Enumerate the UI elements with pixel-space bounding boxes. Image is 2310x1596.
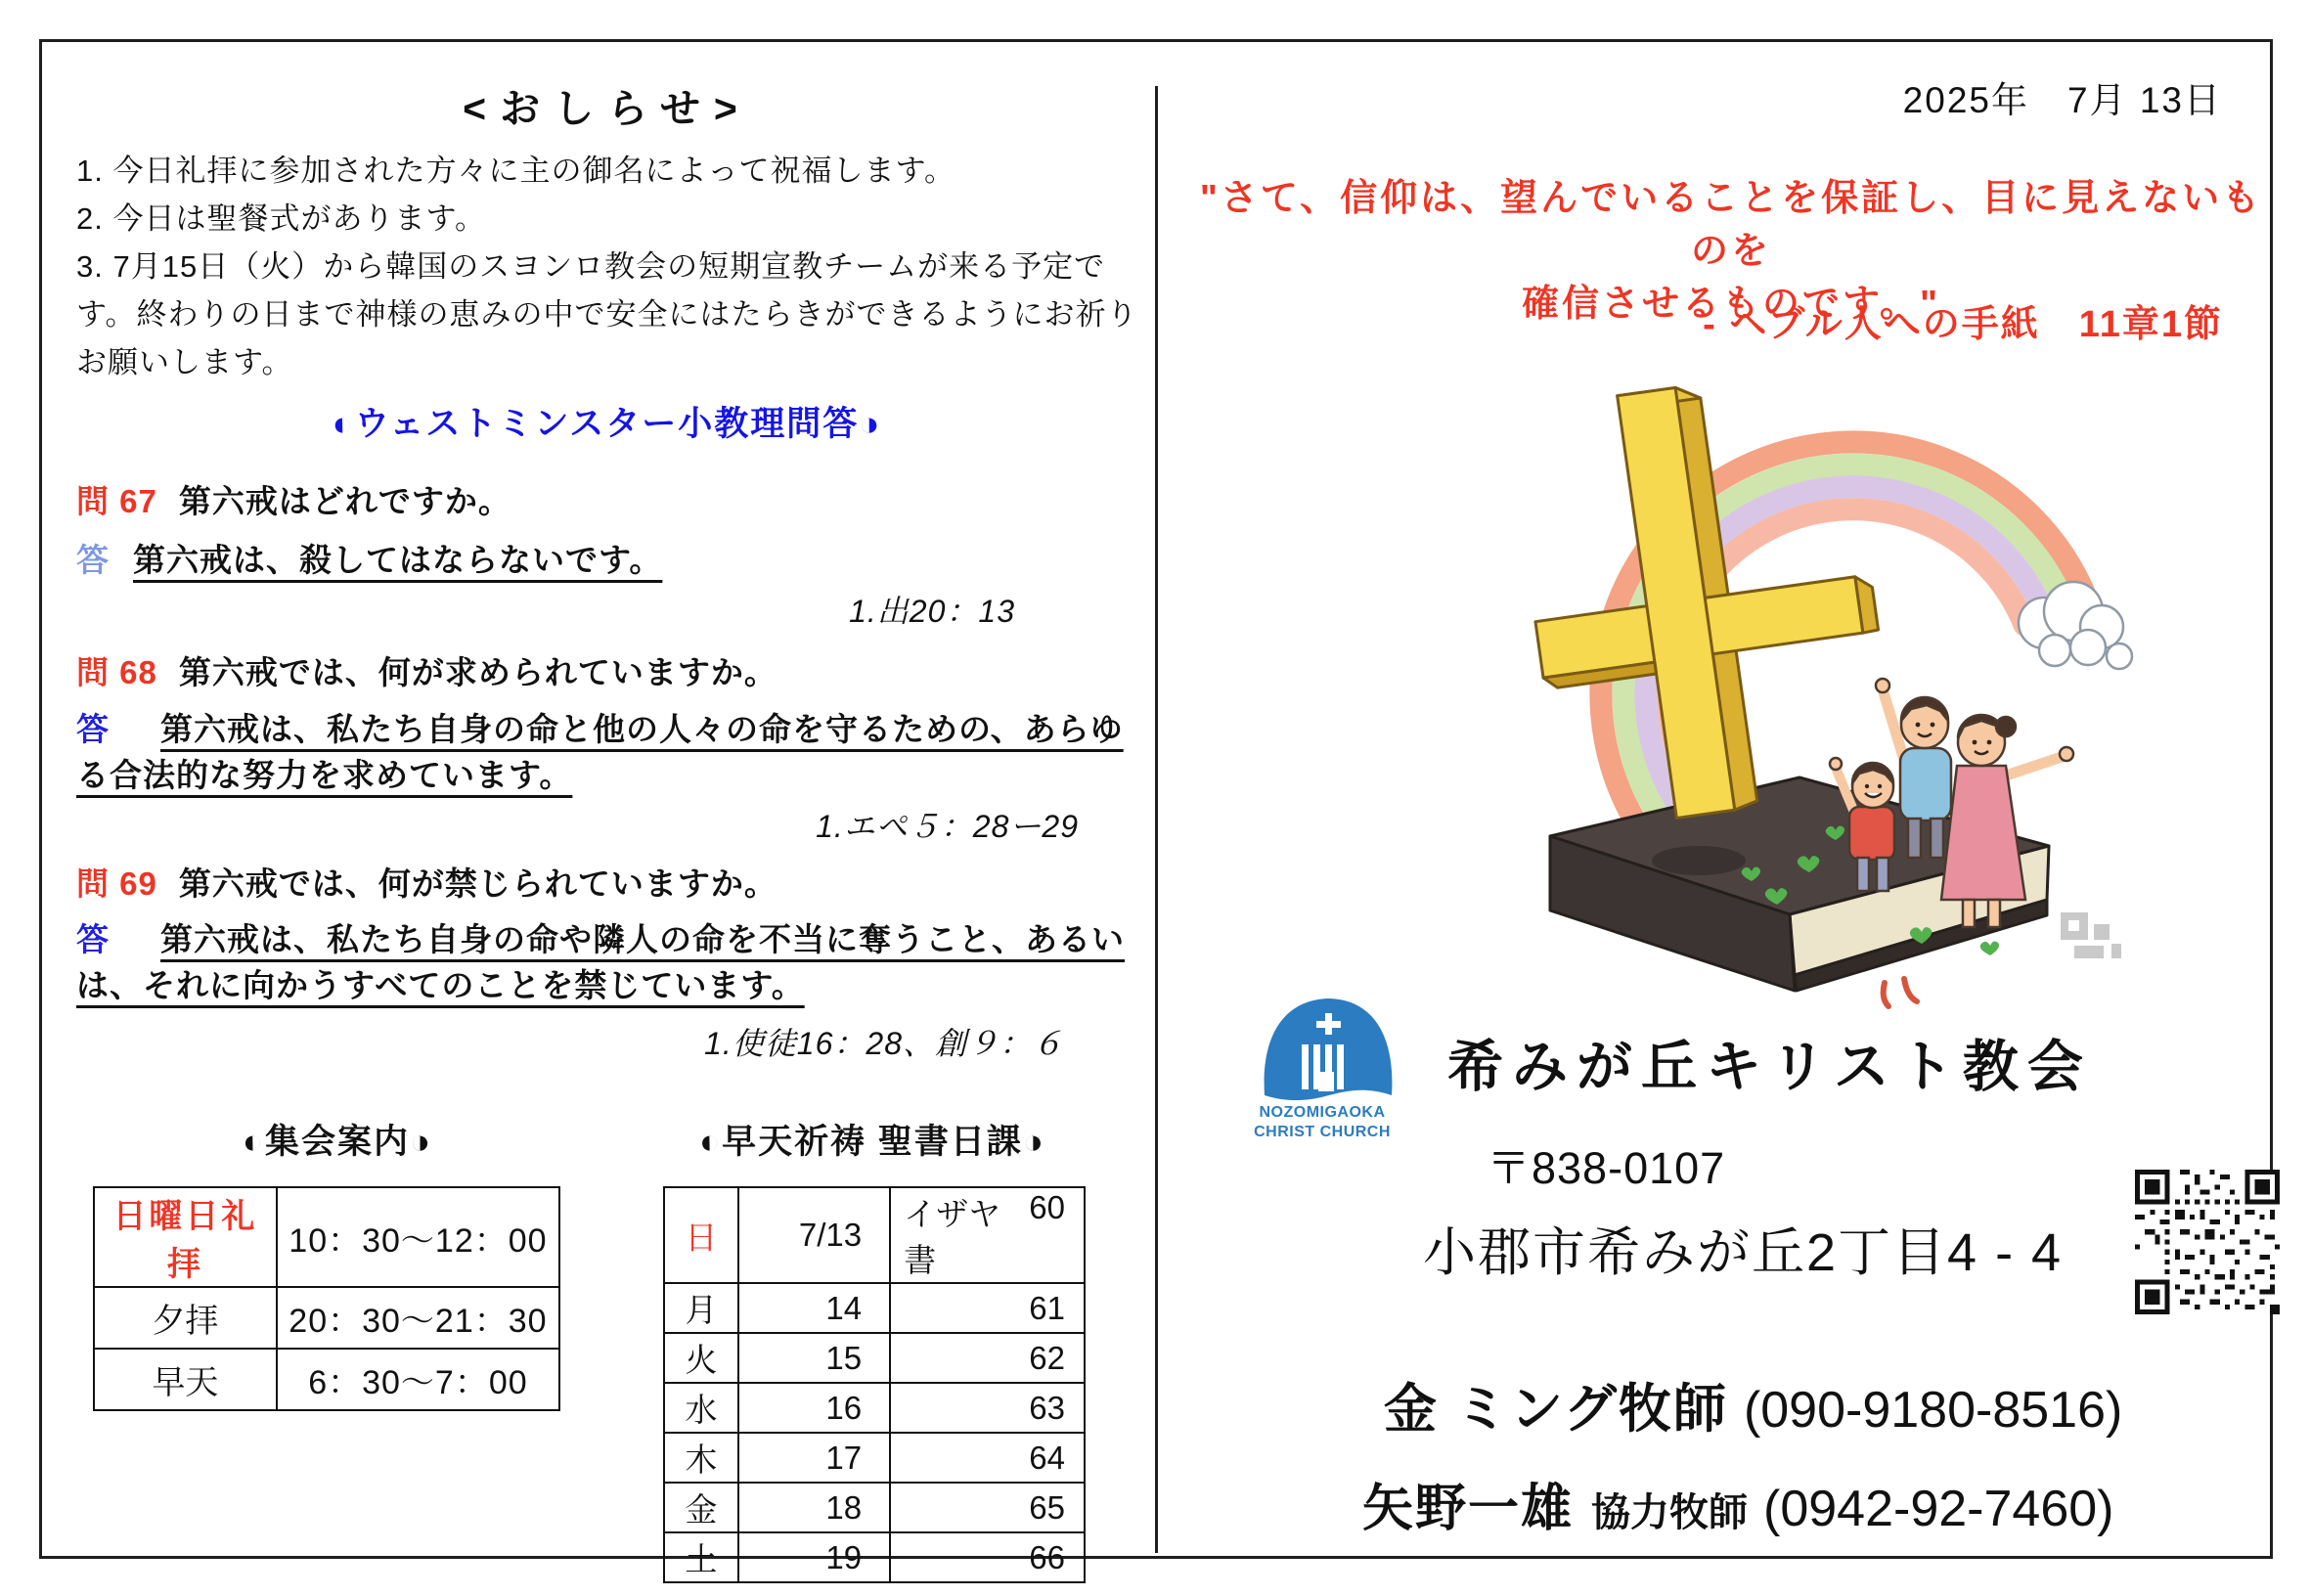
pastor-name: 金 ミング牧師 <box>1384 1380 1728 1439</box>
catechism-heading: ◐ウェストミンスター小教理問答◑ <box>332 405 882 443</box>
answer-text: 第六戒は、私たち自身の命と他の人々の命を守るための、あらゆる合法的な努力を求めています。 <box>76 711 1124 793</box>
pastor-name: 矢野一雄 <box>1362 1481 1575 1537</box>
logo-text-line: CHRIST CHURCH <box>1254 1124 1391 1140</box>
cross-rainbow-illustration <box>1462 367 2147 1012</box>
qa-question <box>76 647 777 693</box>
pastor-line <box>1362 1467 2113 1540</box>
meeting-time: 10：30～12：00 <box>277 1187 559 1287</box>
table-row <box>664 1433 1085 1483</box>
qa-answer <box>76 706 1147 798</box>
qr-code <box>2135 1170 2280 1314</box>
cross-base-shadow <box>1652 846 1746 875</box>
devotion-date: 14 <box>738 1283 890 1333</box>
logo-text-line: NOZOMIGAOKA <box>1259 1104 1386 1121</box>
devotion-book: イザヤ書 <box>904 1196 1001 1278</box>
answer-label: 答 <box>76 542 110 578</box>
devotion-day: 月 <box>664 1283 738 1333</box>
qa-question <box>76 859 777 905</box>
announcement-item: 3. 7月15日（火）から韓国のスヨンロ教会の短期宣教チームが来る予定です。終わりの日まで神様の恵みの中で安全にはたらきができるようにお祈りお願いします。 <box>76 249 1138 379</box>
table-row <box>94 1287 559 1349</box>
meeting-name: 日曜日礼拝 <box>94 1187 277 1287</box>
question-number: 問 67 <box>76 483 157 519</box>
devotion-day: 木 <box>664 1433 738 1483</box>
meeting-time: 6：30～7：00 <box>277 1349 559 1410</box>
devotion-date: 15 <box>738 1333 890 1383</box>
question-number: 問 69 <box>76 865 157 902</box>
devotion-chapter: 62 <box>1029 1339 1065 1376</box>
announcement-item: 2. 今日は聖餐式があります。 <box>76 201 486 236</box>
verse-line: 確信させるものです。" <box>1522 284 1940 325</box>
answer-label: 答 <box>76 711 110 747</box>
devotion-date: 7/13 <box>738 1187 890 1283</box>
devotion-date: 17 <box>738 1433 890 1483</box>
question-text: 第六戒では、何が禁じられていますか。 <box>178 865 777 902</box>
table-row <box>94 1349 559 1410</box>
devotions-heading: ◐早天祈祷 聖書日課◑ <box>698 1123 1045 1161</box>
question-text: 第六戒はどれですか。 <box>178 483 511 519</box>
church-address: 小郡市希みが丘2丁目4 - 4 <box>1423 1223 2064 1282</box>
verse-line: "さて、信仰は、望んでいることを保証し、目に見えないものを <box>1199 178 2263 272</box>
answer-text: 第六戒は、私たち自身の命や隣人の命を不当に奪うこと、あるいは、それに向かうすべてのことを禁じています。 <box>76 921 1125 1003</box>
qa-reference: 1.出20：13 <box>849 594 1015 629</box>
qa-answer <box>76 537 1147 583</box>
devotion-day: 火 <box>664 1333 738 1383</box>
announcements-title: <おしらせ> <box>463 86 751 131</box>
devotion-day: 水 <box>664 1383 738 1433</box>
announcements-list <box>76 147 1144 386</box>
meeting-name: 早天 <box>94 1349 277 1410</box>
pastor-phone: (090-9180-8516) <box>1743 1382 2123 1439</box>
devotion-day: 日 <box>664 1187 738 1283</box>
devotion-chapter: 61 <box>1029 1289 1065 1326</box>
devotion-chapter: 65 <box>1029 1488 1065 1526</box>
pastor-phone: (0942-92-7460) <box>1763 1481 2114 1537</box>
church-name: 希みが丘キリスト教会 <box>1447 1036 2092 1098</box>
column-divider <box>1155 86 1158 1553</box>
meeting-time: 20：30～21：30 <box>277 1287 559 1349</box>
qa-question <box>76 476 511 522</box>
devotions-table <box>663 1186 1086 1583</box>
devotion-date: 18 <box>738 1483 890 1532</box>
qa-answer <box>76 916 1147 1008</box>
church-logo-icon <box>1257 994 1403 1103</box>
table-row <box>664 1187 1085 1283</box>
devotion-chapter: 64 <box>1029 1439 1065 1476</box>
verse-reference: - ヘブル人への手紙 11章1節 <box>1703 304 2223 345</box>
table-row <box>664 1483 1085 1532</box>
question-number: 問 68 <box>76 654 157 690</box>
meetings-table <box>93 1186 560 1411</box>
devotion-date: 16 <box>738 1383 890 1433</box>
table-row <box>94 1187 559 1287</box>
answer-text: 第六戒は、殺してはならないです。 <box>133 542 663 578</box>
devotion-chapter: 66 <box>1029 1538 1065 1575</box>
table-row <box>664 1283 1085 1333</box>
illustrator-watermark <box>2061 912 2121 958</box>
devotion-date: 19 <box>738 1532 890 1582</box>
devotion-day: 金 <box>664 1483 738 1532</box>
meetings-heading: ◐集会案内◑ <box>242 1123 433 1161</box>
devotion-chapter: 63 <box>1029 1389 1065 1426</box>
table-row <box>664 1383 1085 1433</box>
table-row <box>664 1333 1085 1383</box>
bookmark-ribbon <box>1884 979 1917 1006</box>
announcement-item: 1. 今日礼拝に参加された方々に主の御名によって祝福します。 <box>76 154 955 188</box>
devotion-day: 土 <box>664 1532 738 1582</box>
meeting-name: 夕拝 <box>94 1287 277 1349</box>
answer-label: 答 <box>76 921 110 957</box>
qa-reference: 1.使徒16：28、創９：６ <box>704 1026 1064 1061</box>
qa-reference: 1.エペ５：28ー29 <box>816 809 1079 844</box>
postal-code: 〒838-0107 <box>1487 1143 1726 1193</box>
devotion-chapter: 60 <box>1029 1189 1065 1225</box>
table-row <box>664 1532 1085 1582</box>
pastor-line <box>1384 1367 2122 1442</box>
bulletin-date: 2025年 7月 13日 <box>1902 80 2222 120</box>
church-logo-text <box>1224 1103 1420 1142</box>
question-text: 第六戒では、何が求められていますか。 <box>178 654 777 690</box>
pastor-title: 協力牧師 <box>1591 1491 1749 1534</box>
